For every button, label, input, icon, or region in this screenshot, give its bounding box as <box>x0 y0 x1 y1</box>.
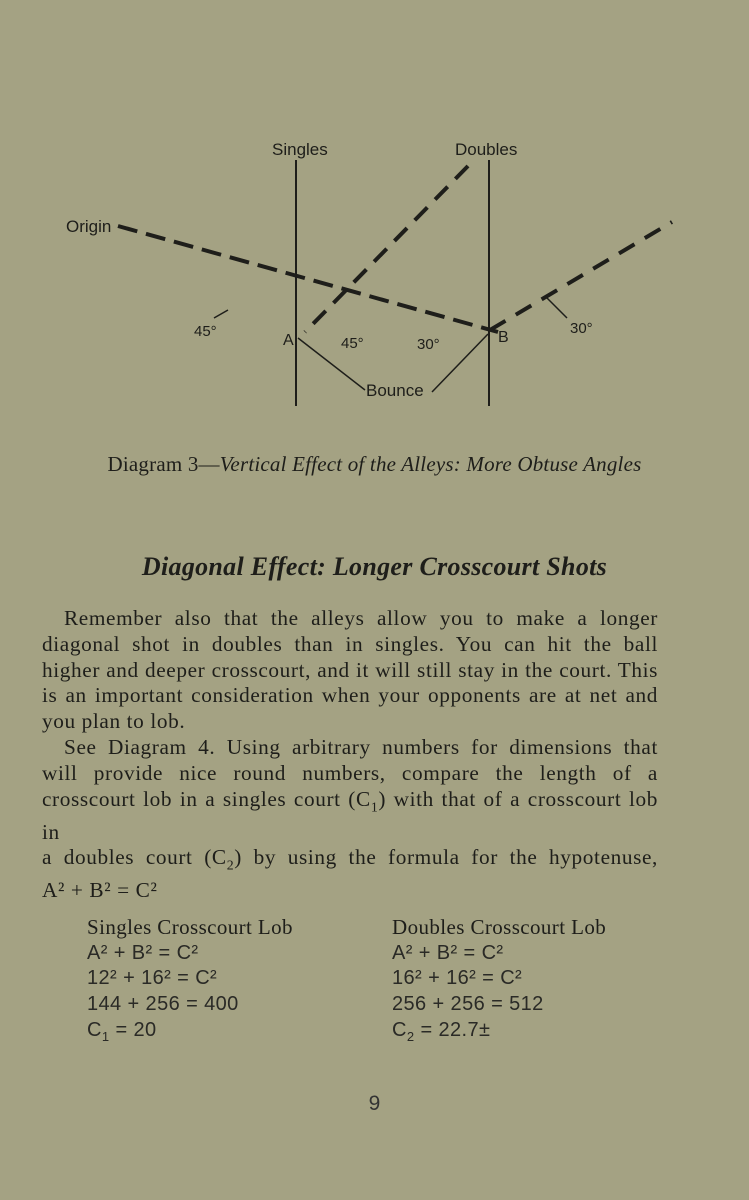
p1-line-2: diagonal shot in doubles than in singles. You can hit the ball <box>42 631 658 656</box>
dashed-path-steep <box>305 166 468 332</box>
singles-eq-3: 144 + 256 = 400 <box>87 993 239 1016</box>
angle-label-45-left: 45° <box>194 323 217 340</box>
p2-line-5: A² + B² = C² <box>42 878 158 903</box>
singles-eq-1: A² + B² = C² <box>87 941 199 964</box>
doubles-eq-3: 256 + 256 = 512 <box>392 993 544 1016</box>
p2-line-3a: crosscourt lob in a singles court (C <box>42 786 371 811</box>
label-doubles: Doubles <box>455 140 518 159</box>
dashed-path-right <box>490 222 672 330</box>
singles-eq-2: 12² + 16² = C² <box>87 967 218 990</box>
p2-line-2: will provide nice round numbers, compare the length of a <box>42 760 658 785</box>
doubles-eq-4a: C <box>392 1018 407 1041</box>
label-a: A <box>283 332 294 349</box>
p1-line-3: higher and deeper crosscourt, and it will still stay in the court. This <box>42 657 658 682</box>
section-heading: Diagonal Effect: Longer Crosscourt Shots <box>141 552 608 581</box>
doubles-eq-2: 16² + 16² = C² <box>392 967 523 990</box>
p2-line-4a: a doubles court (C <box>42 845 227 870</box>
p2-line-1: See Diagram 4. Using arbitrary numbers for dimensions that <box>64 735 658 759</box>
page-number: 9 <box>368 1092 381 1115</box>
label-origin: Origin <box>66 217 112 236</box>
p2-line-4b: ) by using the formula for the hypotenuse, <box>234 845 658 870</box>
doubles-eq-4b: = 22.7± <box>414 1018 491 1041</box>
diagram-caption <box>0 452 749 477</box>
p2-line-4 <box>42 845 658 878</box>
singles-eq-4b: = 20 <box>109 1018 157 1041</box>
singles-column <box>87 915 293 1050</box>
angle-label-30-right: 30° <box>570 320 593 337</box>
caption-italic2: Alleys: More Obtuse Angles <box>401 452 642 476</box>
doubles-title: Doubles Crosscourt Lob <box>392 915 607 939</box>
doubles-column <box>392 915 606 1050</box>
p1-line-1: Remember also that the alleys allow you to make a longer <box>64 606 658 630</box>
p1-line-4: is an important consideration when your opponents are at net and <box>42 683 658 708</box>
diagram-vertical-effect <box>0 130 749 420</box>
bounce-line-b <box>432 334 488 392</box>
reflect-line-left <box>214 310 228 318</box>
paragraph-1 <box>42 606 658 735</box>
label-singles: Singles <box>272 140 328 159</box>
label-bounce: Bounce <box>366 381 424 400</box>
doubles-eq-1: A² + B² = C² <box>392 941 504 964</box>
paragraph-2 <box>42 735 658 904</box>
p2-line-3-sub: 1 <box>370 798 379 814</box>
p2-line-3 <box>42 787 658 846</box>
reflect-line-right <box>546 297 567 318</box>
angle-label-30-left: 30° <box>417 336 440 353</box>
p2-line-3b: ) with that of a crosscourt lob in <box>42 786 658 844</box>
singles-eq-4 <box>87 1018 293 1050</box>
p2-line-4-sub: 2 <box>226 857 235 873</box>
doubles-eq-4-sub: 2 <box>406 1028 415 1044</box>
doubles-eq-4 <box>392 1018 606 1050</box>
caption-prefix: Diagram 3— <box>107 452 220 476</box>
p1-line-5: you plan to lob. <box>42 709 186 734</box>
angle-label-45-right: 45° <box>341 335 364 352</box>
dashed-path-origin <box>118 226 498 332</box>
singles-eq-4a: C <box>87 1018 102 1041</box>
singles-title: Singles Crosscourt Lob <box>87 915 293 939</box>
singles-eq-4-sub: 1 <box>101 1028 110 1044</box>
caption-italic: Vertical Effect <box>219 452 343 476</box>
label-b: B <box>498 329 509 346</box>
caption-of: of the <box>342 452 402 476</box>
